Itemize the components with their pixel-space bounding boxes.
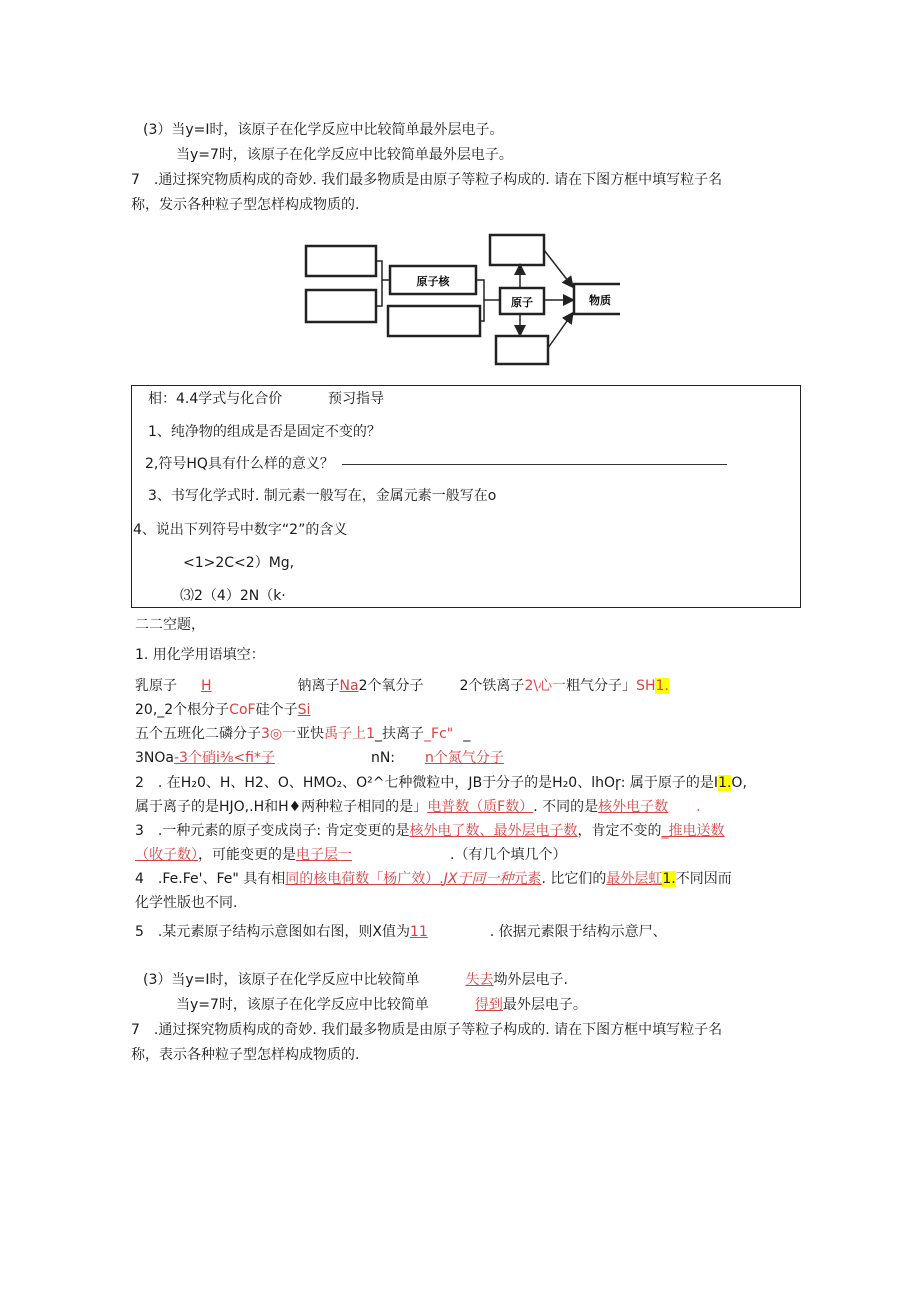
text: _扶离子	[375, 726, 425, 742]
text: 乳原子	[135, 678, 177, 694]
top-line-2: 当y=7时，该原子在化学反应中比较简单最外层电子。	[176, 147, 513, 163]
matter-label: 物质	[589, 294, 611, 307]
answer: Si	[297, 702, 311, 718]
highlight: 1.	[662, 871, 676, 887]
box-question-1: 1、纯净物的组成是否是固定不变的？	[148, 424, 381, 440]
para-3-line-1	[135, 821, 725, 841]
empty-box-mid-bottom	[388, 306, 480, 336]
answer: 最外层虹	[606, 871, 663, 887]
answer: 禹子上1	[324, 726, 376, 742]
text: . 依据元素限于结构示意尸、	[489, 924, 667, 940]
text: 20,_2个根分子	[135, 702, 230, 718]
text: (3）当y=I时，该原子在化学反应中比较简单	[143, 972, 420, 988]
answer: 元素	[513, 871, 542, 887]
para-3-line-2	[135, 845, 566, 865]
empty-box-left-top	[306, 246, 376, 276]
row-2	[135, 700, 310, 720]
answer: 得到	[474, 997, 503, 1013]
text: . 不同的是	[533, 799, 599, 815]
answer: -3个硝i⅜<fi*子	[173, 750, 275, 766]
answer: n个氮气分子	[425, 750, 504, 766]
text: 5 .某元素原子结构示意图如右图，则X值为	[135, 924, 410, 940]
text: O,	[731, 775, 747, 791]
para-8: 7 .通过探究物质构成的奇妙. 我们最多物质是由原子等粒子构成的. 请在下图方框中填写粒子名	[131, 1022, 723, 1038]
answer: 11	[409, 924, 428, 940]
top-line-1: (3）当y=I时，该原子在化学反应中比较简单最外层电子。	[143, 122, 504, 138]
answer: 核外电子数	[598, 799, 669, 815]
text: 坳外层电子.	[493, 972, 568, 988]
empty-box-left-bottom	[306, 290, 376, 322]
row-4	[135, 748, 504, 768]
box-question-3: 3、书写化学式时. 制元素一般写在，金属元素一般写在o	[148, 488, 497, 504]
answer: （收子数）	[135, 847, 198, 863]
answer: H	[201, 678, 212, 694]
box-question-4-b: ⑶2（4）2N（k·	[180, 588, 286, 604]
answer: .	[696, 799, 701, 815]
text: 亚快	[296, 726, 325, 742]
para-6	[143, 970, 568, 990]
para-7	[176, 995, 587, 1015]
atom-label: 原子	[511, 296, 533, 309]
text: ，肯定不变的	[577, 823, 662, 839]
box-question-2	[145, 454, 727, 474]
particle-structure-diagram	[300, 230, 620, 370]
text: 最外层电子。	[502, 997, 587, 1013]
para-4-line-2: 化学性版也不同.	[135, 895, 238, 911]
text: 粗气分子」	[566, 678, 637, 694]
top-line-4: 称，发示各种粒子型怎样构成物质的.	[131, 197, 360, 213]
answer: SH	[636, 678, 656, 694]
text: 属于离子的是HJO,.H和H♦两种粒子相同的是」	[135, 799, 428, 815]
answer: _推电送数	[661, 823, 725, 839]
text: 2个铁离子	[459, 678, 525, 694]
answer: Na	[339, 678, 359, 694]
highlight: 1.	[655, 678, 669, 694]
text: 当y=7时，该原子在化学反应中比较简单	[176, 997, 429, 1013]
section-heading: 二二空题，	[135, 617, 205, 633]
box-title: 相：4.4学式与化合价	[148, 391, 283, 407]
text: _	[463, 726, 471, 742]
para-9: 称，表示各种粒子型怎样构成物质的.	[131, 1047, 360, 1063]
answer: 核外电了数、最外层电子数	[409, 823, 578, 839]
text: 2 . 在H₂0、H、H2、O、HMO₂、O²^七种微粒中，JB于分子的是H₂0、lhOɼ: 属于原子的是I	[135, 775, 719, 791]
para-4-line-1	[135, 869, 732, 889]
answer-line	[342, 463, 727, 465]
text: . 比它们的	[541, 871, 607, 887]
answer: 同的核电荷数「杨广效）.	[285, 871, 444, 887]
text: ，可能变更的是	[198, 847, 296, 863]
section-1-label: 1. 用化学用语填空：	[135, 647, 265, 663]
answer: 3◎一	[261, 726, 297, 742]
text: 硅个子	[255, 702, 298, 718]
text: nN:	[370, 750, 396, 766]
text: 2个氧分子	[358, 678, 424, 694]
text: 3NOa	[135, 750, 174, 766]
box-title-right: 预习指导	[328, 391, 384, 407]
box-question-4-a: <1>2C<2）Mg,	[183, 555, 295, 571]
answer: 电子层一	[296, 847, 352, 863]
text: .（有几个填几个）	[450, 847, 567, 863]
answer: CoF	[229, 702, 256, 718]
text: 不同因而	[675, 871, 732, 887]
answer: JX于同一种	[443, 871, 514, 887]
answer: 电普数（质F数）	[427, 799, 534, 815]
highlight: 1.	[718, 775, 732, 791]
answer: 2\心一	[524, 678, 567, 694]
text: 五个五班化二磷分子	[135, 726, 261, 742]
row-3	[135, 724, 470, 744]
top-line-3: 7 .通过探究物质构成的奇妙. 我们最多物质是由原子等粒子构成的. 请在下图方框中填写粒子名	[131, 172, 723, 188]
para-5	[135, 922, 667, 942]
box-question-4: 4、说出下列符号中数字“2”的含义	[133, 522, 348, 538]
answer: 失去	[465, 972, 494, 988]
box-question-2-text: 2,符号HQ具有什么样的意义？	[145, 456, 334, 472]
text: 4 .Fe.Fe'、Fe" 具有相	[135, 871, 286, 887]
para-2-line-2	[135, 797, 701, 817]
empty-box-right-top	[490, 235, 544, 265]
empty-box-right-bottom	[496, 336, 548, 364]
para-2-line-1	[135, 773, 747, 793]
nucleus-label: 原子核	[416, 275, 450, 288]
answer: _Fc"	[424, 726, 454, 742]
row-1	[135, 676, 669, 696]
text: 钠离子	[297, 678, 340, 694]
text: 3 .一种元素的原子变成岗子: 肯定变更的是	[135, 823, 410, 839]
